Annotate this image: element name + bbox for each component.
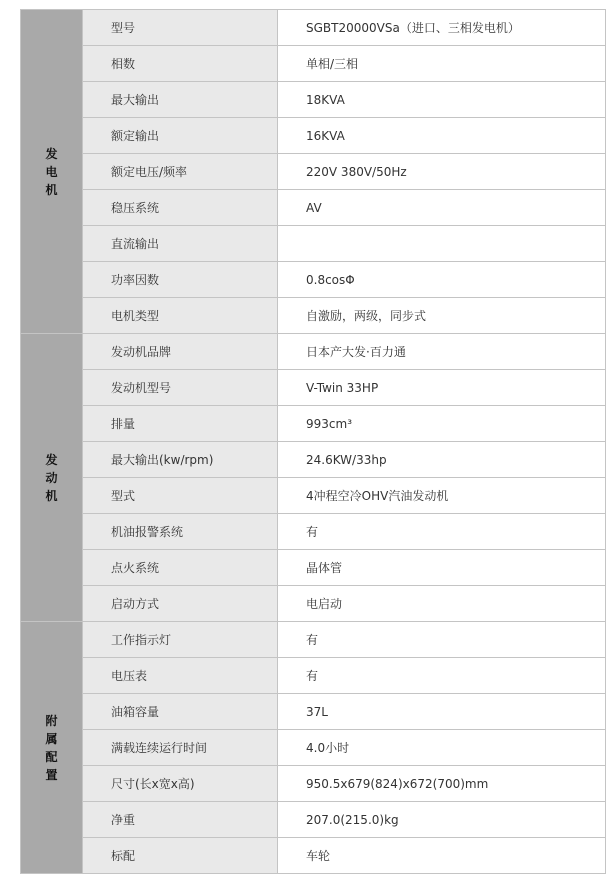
spec-value: 950.5x679(824)x672(700)mm	[278, 766, 606, 802]
spec-value: AV	[278, 190, 606, 226]
table-row	[21, 46, 606, 82]
spec-value: 自激励，两级，同步式	[278, 298, 606, 334]
spec-label: 额定输出	[83, 118, 278, 154]
spec-label: 净重	[83, 802, 278, 838]
spec-label: 型号	[83, 10, 278, 46]
spec-label: 电机类型	[83, 298, 278, 334]
table-row	[21, 262, 606, 298]
group-header-char: 发	[45, 146, 58, 161]
group-header-char: 附	[45, 713, 58, 728]
spec-value: 4冲程空冷OHV汽油发动机	[278, 478, 606, 514]
spec-label: 最大输出(kw/rpm)	[83, 442, 278, 478]
table-row	[21, 82, 606, 118]
spec-label: 发动机品牌	[83, 334, 278, 370]
spec-label: 电压表	[83, 658, 278, 694]
table-row	[21, 694, 606, 730]
group-header-char: 发	[45, 452, 58, 467]
table-row	[21, 622, 606, 658]
spec-value: 37L	[278, 694, 606, 730]
group-header-char: 置	[45, 767, 58, 782]
table-row	[21, 370, 606, 406]
group-header-char: 动	[45, 470, 58, 485]
table-row	[21, 406, 606, 442]
spec-label: 功率因数	[83, 262, 278, 298]
spec-value: 220V 380V/50Hz	[278, 154, 606, 190]
group-header	[21, 622, 83, 874]
table-row	[21, 154, 606, 190]
spec-table	[20, 9, 606, 874]
spec-label: 尺寸(长x宽x高)	[83, 766, 278, 802]
spec-value: SGBT20000VSa（进口、三相发电机）	[278, 10, 606, 46]
spec-value: 207.0(215.0)kg	[278, 802, 606, 838]
spec-label: 发动机型号	[83, 370, 278, 406]
table-row	[21, 10, 606, 46]
table-row	[21, 298, 606, 334]
spec-table-body	[21, 10, 606, 874]
table-row	[21, 118, 606, 154]
spec-value: 18KVA	[278, 82, 606, 118]
spec-value: 单相/三相	[278, 46, 606, 82]
table-row	[21, 442, 606, 478]
spec-value: 有	[278, 658, 606, 694]
spec-label: 直流输出	[83, 226, 278, 262]
spec-value: 有	[278, 514, 606, 550]
spec-label: 点火系统	[83, 550, 278, 586]
spec-label: 稳压系统	[83, 190, 278, 226]
spec-value: 车轮	[278, 838, 606, 874]
spec-label: 机油报警系统	[83, 514, 278, 550]
spec-value: 4.0小时	[278, 730, 606, 766]
table-row	[21, 190, 606, 226]
spec-value: 晶体管	[278, 550, 606, 586]
spec-value: 电启动	[278, 586, 606, 622]
table-row	[21, 658, 606, 694]
spec-value: V-Twin 33HP	[278, 370, 606, 406]
group-header-char: 电	[45, 164, 58, 179]
table-row	[21, 478, 606, 514]
spec-value: 993cm³	[278, 406, 606, 442]
spec-value: 日本产大发·百力通	[278, 334, 606, 370]
group-header	[21, 10, 83, 334]
spec-label: 工作指示灯	[83, 622, 278, 658]
table-row	[21, 226, 606, 262]
table-row	[21, 514, 606, 550]
table-row	[21, 838, 606, 874]
spec-label: 额定电压/频率	[83, 154, 278, 190]
spec-label: 油箱容量	[83, 694, 278, 730]
spec-label: 最大输出	[83, 82, 278, 118]
spec-label: 启动方式	[83, 586, 278, 622]
table-row	[21, 586, 606, 622]
spec-value: 0.8cosΦ	[278, 262, 606, 298]
spec-value	[278, 226, 606, 262]
table-row	[21, 766, 606, 802]
table-row	[21, 550, 606, 586]
group-header-char: 配	[45, 749, 58, 764]
group-header-char: 属	[45, 731, 58, 746]
spec-label: 满载连续运行时间	[83, 730, 278, 766]
spec-value: 24.6KW/33hp	[278, 442, 606, 478]
spec-label: 标配	[83, 838, 278, 874]
spec-value: 有	[278, 622, 606, 658]
table-row	[21, 730, 606, 766]
spec-label: 排量	[83, 406, 278, 442]
table-row	[21, 334, 606, 370]
spec-value: 16KVA	[278, 118, 606, 154]
table-row	[21, 802, 606, 838]
spec-label: 型式	[83, 478, 278, 514]
group-header	[21, 334, 83, 622]
group-header-char: 机	[45, 182, 58, 197]
spec-label: 相数	[83, 46, 278, 82]
group-header-char: 机	[45, 488, 58, 503]
